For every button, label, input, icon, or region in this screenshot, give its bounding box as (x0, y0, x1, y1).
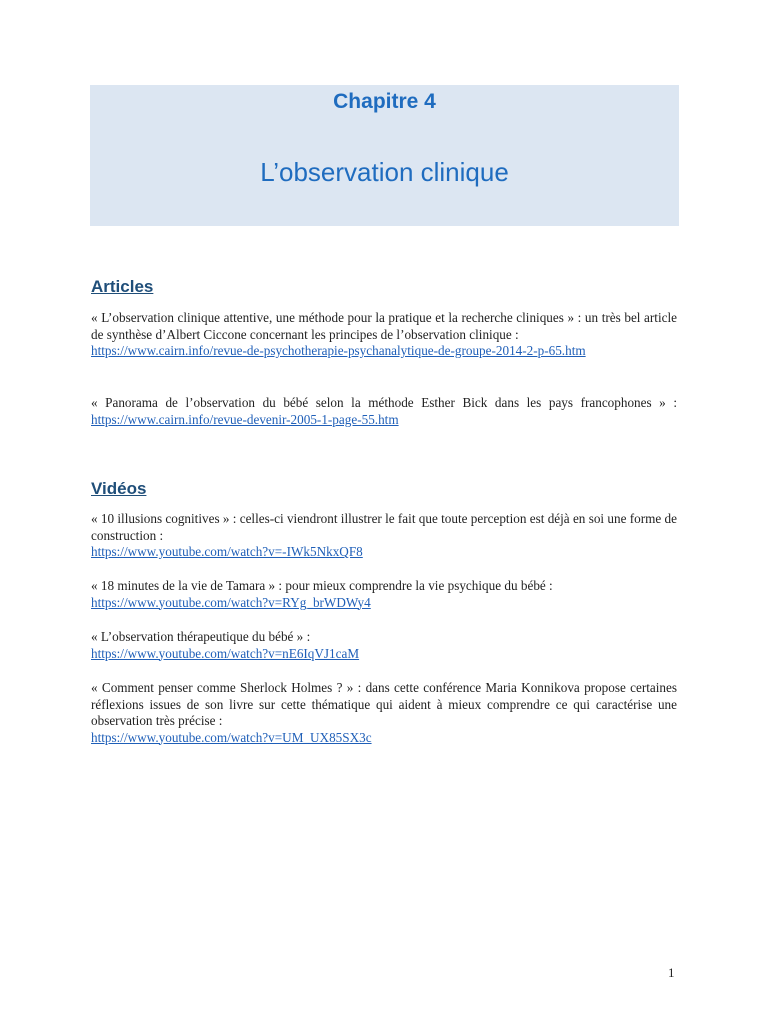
video-item (91, 578, 677, 611)
video-link[interactable]: https://www.youtube.com/watch?v=RYg_brWDWy4 (91, 594, 371, 610)
page-number: 1 (668, 965, 675, 980)
video-link[interactable]: https://www.youtube.com/watch?v=-IWk5NkxQF8 (91, 544, 363, 559)
chapter-label: Chapitre 4 (333, 90, 436, 113)
article-item (91, 395, 677, 428)
video-item (91, 680, 677, 746)
video-description: « 18 minutes de la vie de Tamara » : pour mieux comprendre la vie psychique du bébé : (91, 578, 553, 593)
videos-heading: Vidéos (91, 479, 147, 498)
article-description: « Panorama de l’observation du bébé selon la méthode Esther Bick dans les pays francophones » : (91, 395, 677, 410)
video-link[interactable]: https://www.youtube.com/watch?v=nE6IqVJ1caM (91, 645, 360, 661)
articles-heading: Articles (91, 277, 154, 296)
chapter-header (90, 85, 679, 226)
video-description: « L’observation thérapeutique du bébé » : (91, 629, 311, 644)
article-description: « L’observation clinique attentive, une méthode pour la pratique et la recherche cliniques » : un très bel article de synthèse d’Albert Ciccone concernant les principes de l’observation clinique : (91, 310, 677, 342)
article-link[interactable]: https://www.cairn.info/revue-devenir-2005-1-page-55.htm (91, 411, 399, 427)
video-link[interactable]: https://www.youtube.com/watch?v=UM_UX85SX3c (91, 729, 372, 745)
video-description: « Comment penser comme Sherlock Holmes ? » : dans cette conférence Maria Konnikova propose certaines réflexions issues de son livre sur cette thématique qui aident à mieux comprendre ce qui caractérise une observation très précise : (91, 680, 677, 728)
article-item (91, 310, 677, 360)
video-item (91, 511, 677, 561)
video-description: « 10 illusions cognitives » : celles-ci viendront illustrer le fait que toute perception est déjà en soi une forme de construction : (91, 511, 677, 543)
video-item (91, 629, 677, 662)
article-link[interactable]: https://www.cairn.info/revue-de-psychotherapie-psychanalytique-de-groupe-2014-2-p-65.htm (91, 343, 586, 358)
chapter-title: L’observation clinique (260, 157, 509, 187)
